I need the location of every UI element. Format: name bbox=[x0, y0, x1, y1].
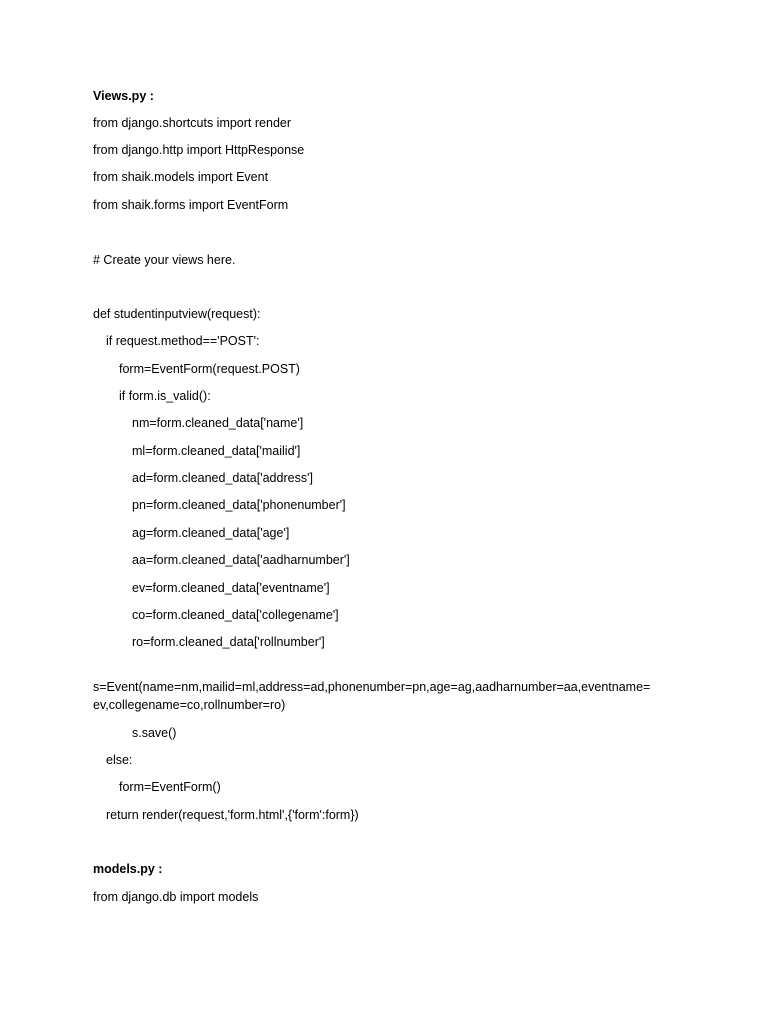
import-line: from django.http import HttpResponse bbox=[93, 143, 305, 157]
field-line: ad=form.cleaned_data['address'] bbox=[132, 471, 313, 485]
field-line: ro=form.cleaned_data['rollnumber'] bbox=[132, 635, 325, 649]
return-line: return render(request,'form.html',{'form':form}) bbox=[106, 808, 359, 822]
models-heading: models.py : bbox=[93, 862, 163, 876]
save-line: s.save() bbox=[132, 726, 177, 740]
field-line: co=form.cleaned_data['collegename'] bbox=[132, 608, 339, 622]
event-create-line-continued: ev,collegename=co,rollnumber=ro) bbox=[93, 698, 286, 712]
import-line: from django.shortcuts import render bbox=[93, 116, 292, 130]
field-line: ev=form.cleaned_data['eventname'] bbox=[132, 581, 330, 595]
field-line: aa=form.cleaned_data['aadharnumber'] bbox=[132, 553, 350, 567]
event-create-line: s=Event(name=nm,mailid=ml,address=ad,phonenumber=pn,age=ag,aadharnumber=aa,eventname= bbox=[93, 680, 651, 694]
function-def: def studentinputview(request): bbox=[93, 307, 261, 321]
if-post-line: if request.method=='POST': bbox=[106, 334, 260, 348]
models-import-line: from django.db import models bbox=[93, 890, 259, 904]
else-line: else: bbox=[106, 753, 133, 767]
field-line: ml=form.cleaned_data['mailid'] bbox=[132, 444, 301, 458]
form-empty-line: form=EventForm() bbox=[119, 780, 221, 794]
if-valid-line: if form.is_valid(): bbox=[119, 389, 211, 403]
import-line: from shaik.forms import EventForm bbox=[93, 198, 289, 212]
field-line: nm=form.cleaned_data['name'] bbox=[132, 416, 304, 430]
import-line: from shaik.models import Event bbox=[93, 170, 269, 184]
code-comment: # Create your views here. bbox=[93, 253, 236, 267]
form-post-line: form=EventForm(request.POST) bbox=[119, 362, 300, 376]
field-line: ag=form.cleaned_data['age'] bbox=[132, 526, 290, 540]
field-line: pn=form.cleaned_data['phonenumber'] bbox=[132, 498, 346, 512]
views-heading: Views.py : bbox=[93, 89, 154, 103]
